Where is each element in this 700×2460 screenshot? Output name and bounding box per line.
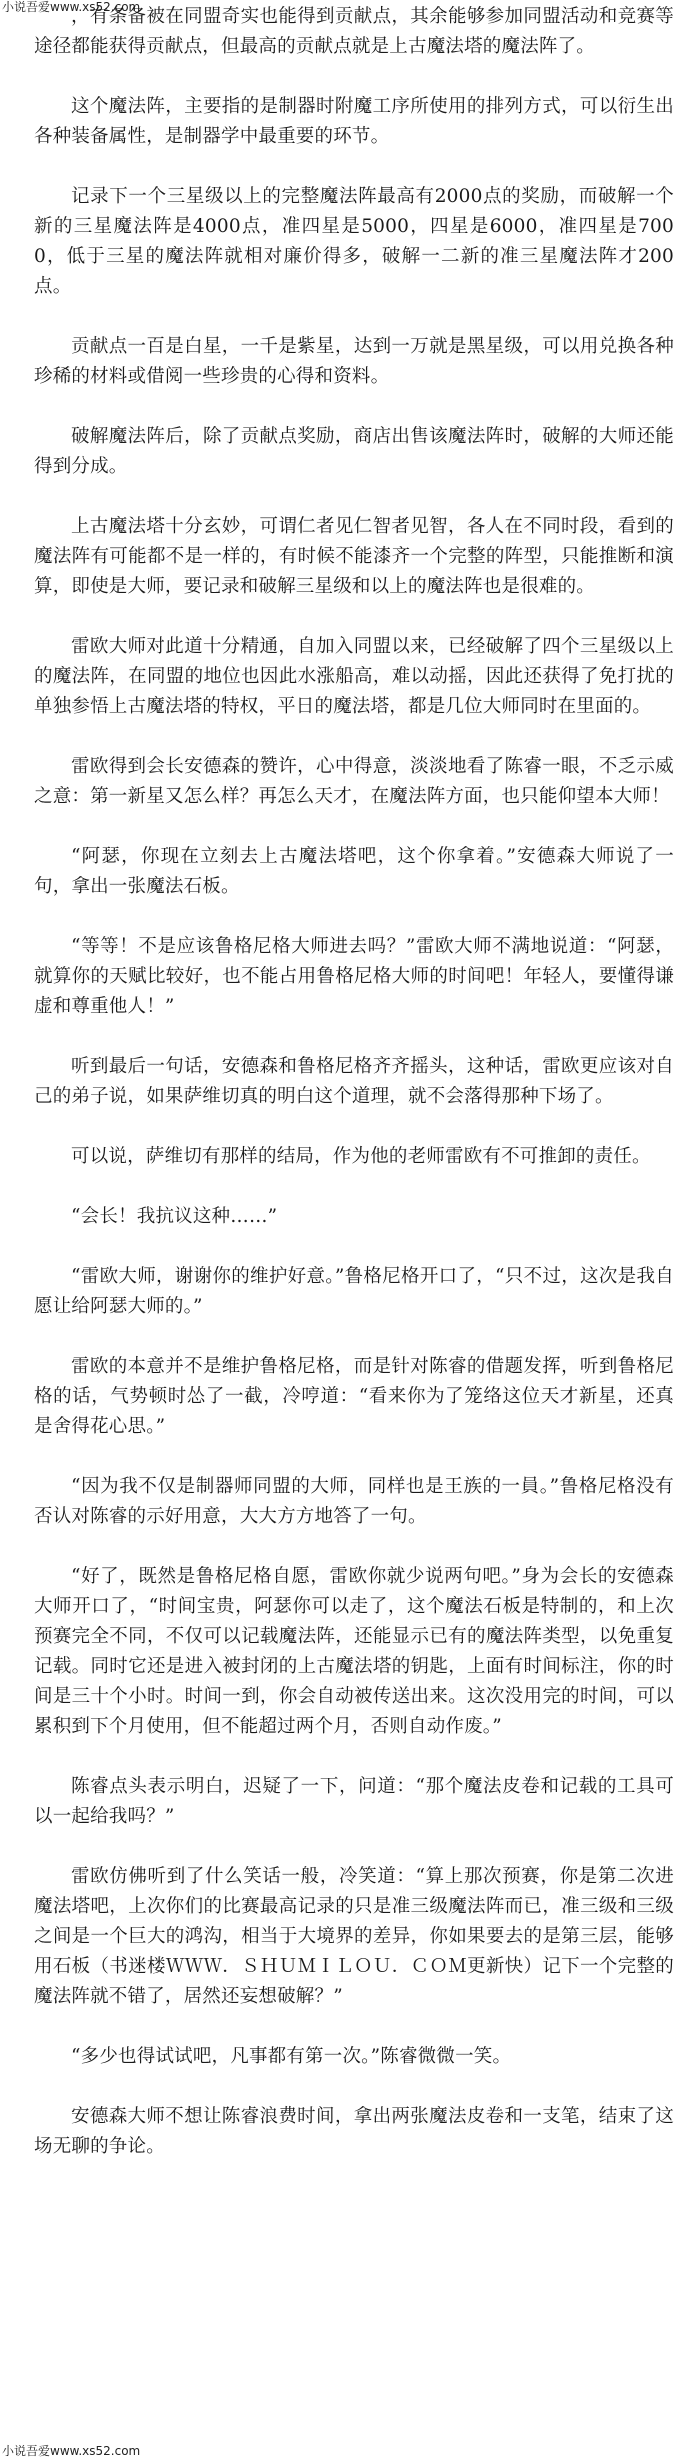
paragraph: 贡献点一百是白星，一千是紫星，达到一万就是黑星级，可以用兑换各种珍稀的材料或借阅一些珍贵的心得和资料。	[34, 336, 674, 387]
paragraph: “阿瑟，你现在立刻去上古魔法塔吧，这个你拿着。”安德森大师说了一句，拿出一张魔法石板。	[34, 846, 674, 897]
paragraph: 可以说，萨维切有那样的结局，作为他的老师雷欧有不可推卸的责任。	[71, 1146, 651, 1167]
site-watermark-bottom: 小说吾爱www.xs52.com	[2, 2444, 141, 2458]
paragraph: “多少也得试试吧，凡事都有第一次。”陈睿微微一笑。	[71, 2046, 512, 2067]
chapter-text	[34, 2, 674, 2162]
paragraph: 雷欧的本意并不是维护鲁格尼格，而是针对陈睿的借题发挥，听到鲁格尼格的话，气势顿时怂了一截，冷哼道：“看来你为了笼络这位天才新星，还真是舍得花心思。”	[34, 1356, 674, 1437]
paragraph: 破解魔法阵后，除了贡献点奖励，商店出售该魔法阵时，破解的大师还能得到分成。	[34, 426, 674, 477]
paragraph: 雷欧大师对此道十分精通，自加入同盟以来，已经破解了四个三星级以上的魔法阵，在同盟的地位也因此水涨船高，难以动摇，因此还获得了免打扰的单独参悟上古魔法塔的特权，平日的魔法塔，都是几位大师同时在里面的。	[34, 636, 674, 717]
paragraph: “会长！我抗议这种……”	[71, 1206, 278, 1227]
paragraph: 雷欧得到会长安德森的赞许，心中得意，淡淡地看了陈睿一眼，不乏示威之意：第一新星又怎么样？再怎么天才，在魔法阵方面，也只能仰望本大师！	[34, 756, 674, 807]
paragraph: 安德森大师不想让陈睿浪费时间，拿出两张魔法皮卷和一支笔，结束了这场无聊的争论。	[34, 2106, 674, 2157]
paragraph: “因为我不仅是制器师同盟的大师，同样也是王族的一員。”鲁格尼格没有否认对陈睿的示好用意，大大方方地答了一句。	[34, 1476, 674, 1527]
paragraph: 听到最后一句话，安德森和鲁格尼格齐齐摇头，这种话，雷欧更应该对自己的弟子说，如果萨维切真的明白这个道理，就不会落得那种下场了。	[34, 1056, 674, 1107]
paragraph: “雷欧大师，谢谢你的维护好意。”鲁格尼格开口了，“只不过，这次是我自愿让给阿瑟大师的。”	[34, 1266, 674, 1317]
paragraph: 上古魔法塔十分玄妙，可谓仁者见仁智者见智，各人在不同时段，看到的魔法阵有可能都不是一样的，有时候不能漆齐一个完整的阵型，只能推断和演算，即使是大师，要记录和破解三星级和以上的魔法阵也是很难的。	[34, 516, 674, 597]
site-watermark-top: 小说吾爱www.xs52.com	[2, 0, 141, 14]
paragraph: ，有条备被在同盟奇实也能得到贡献点，其余能够参加同盟活动和竞赛等途径都能获得贡献点，但最高的贡献点就是上古魔法塔的魔法阵了。	[34, 6, 674, 57]
paragraph: 雷欧仿佛听到了什么笑话一般，冷笑道：“算上那次预赛，你是第二次进魔法塔吧，上次你们的比赛最高记录的只是准三级魔法阵而已，准三级和三级之间是一个巨大的鸿沟，相当于大境界的差异，你如果要去的是第三层，能够用石板（书迷楼ＷＷＷ．ＳＨＵＭＩＬＯＵ．ＣＯＭ更新快）记下一个完整的魔法阵就不错了，居然还妄想破解？”	[34, 1866, 674, 2007]
paragraph: “等等！不是应该鲁格尼格大师进去吗？”雷欧大师不满地说道：“阿瑟，就算你的天赋比较好，也不能占用鲁格尼格大师的时间吧！年轻人，要懂得谦虚和尊重他人！”	[34, 936, 674, 1017]
paragraph: 记录下一个三星级以上的完整魔法阵最高有2000点的奖励，而破解一个新的三星魔法阵是4000点，准四星是5000，四星是6000，准四星是7000，低于三星的魔法阵就相对廉价得多，破解一二新的准三星魔法阵才200点。	[34, 186, 674, 297]
paragraph: 这个魔法阵，主要指的是制器时附魔工序所使用的排列方式，可以衍生出各种装备属性，是制器学中最重要的环节。	[34, 96, 674, 147]
paragraph: 陈睿点头表示明白，迟疑了一下，问道：“那个魔法皮卷和记载的工具可以一起给我吗？”	[34, 1776, 674, 1827]
paragraph: “好了，既然是鲁格尼格自愿，雷欧你就少说两句吧。”身为会长的安德森大师开口了，“时间宝贵，阿瑟你可以走了，这个魔法石板是特制的，和上次预赛完全不同，不仅可以记载魔法阵，还能显示已有的魔法阵类型，以免重复记载。同时它还是进入被封闭的上古魔法塔的钥匙，上面有时间标注，你的时间是三十个小时。时间一到，你会自动被传送出来。这次没用完的时间，可以累积到下个月使用，但不能超过两个月，否则自动作废。”	[34, 1566, 674, 1737]
